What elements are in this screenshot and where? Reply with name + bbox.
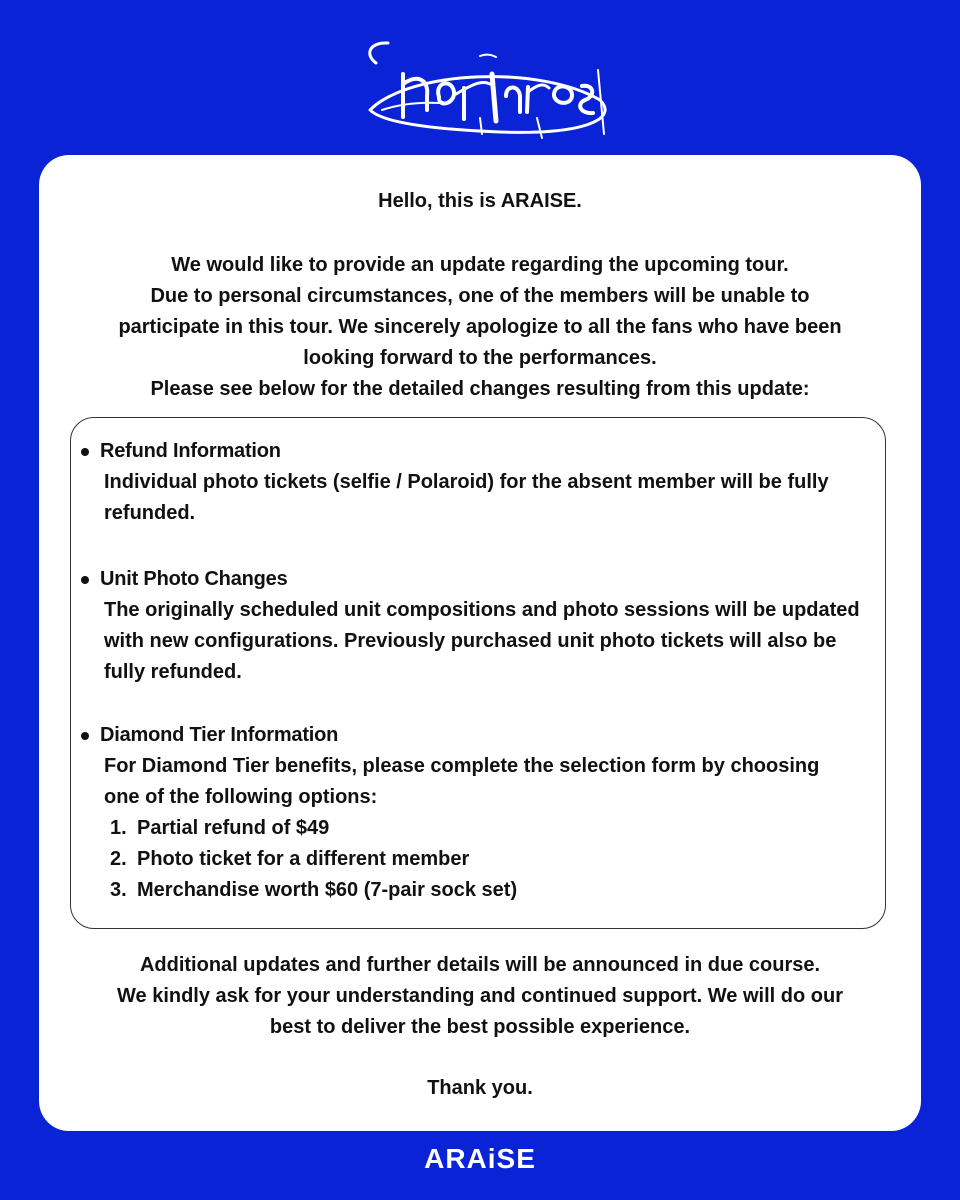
intro-paragraph (39, 250, 921, 405)
body-line: Individual photo tickets (selfie / Polaroid) for the absent member will be fully (104, 471, 829, 493)
intro-line: We would like to provide an update regarding the upcoming tour. (171, 254, 789, 276)
intro-line: participate in this tour. We sincerely apologize to all the fans who have been (118, 316, 842, 338)
body-line: refunded. (104, 502, 196, 524)
option-number: 2. (110, 848, 127, 870)
brand-footer-logo: ARAiSE (424, 1143, 536, 1174)
body-line: For Diamond Tier benefits, please complete the selection form by choosing (104, 755, 820, 777)
refund-information-section (81, 436, 871, 529)
closing-line: We kindly ask for your understanding and continued support. We will do our (117, 985, 843, 1007)
bullet-icon (81, 448, 89, 456)
details-box (70, 417, 886, 929)
body-line: The originally scheduled unit compositions and photo sessions will be updated (104, 599, 860, 621)
body-line: with new configurations. Previously purchased unit photo tickets will also be (104, 630, 837, 652)
section-title: Refund Information (100, 440, 281, 462)
option-number: 1. (110, 817, 127, 839)
closing-line: best to deliver the best possible experience. (269, 1016, 691, 1038)
options-list (110, 813, 871, 906)
diamond-tier-section (81, 720, 871, 906)
thanks-text: Thank you. (427, 1077, 533, 1099)
option-text: Partial refund of $49 (137, 817, 330, 839)
section-body (104, 467, 871, 529)
intro-line: Please see below for the detailed changes resulting from this update: (150, 378, 810, 400)
intro-line: Due to personal circumstances, one of the members will be unable to (150, 285, 810, 307)
option-item (110, 813, 871, 844)
bullet-icon (81, 732, 89, 740)
option-text: Photo ticket for a different member (137, 848, 470, 870)
logo-wordmark (330, 30, 630, 145)
section-title: Diamond Tier Information (100, 724, 339, 746)
announcement-card (39, 155, 921, 1131)
closing-paragraph (39, 950, 921, 1043)
section-title: Unit Photo Changes (100, 568, 288, 590)
body-line: one of the following options: (104, 786, 378, 808)
option-item (110, 875, 871, 906)
intro-line: looking forward to the performances. (303, 347, 657, 369)
section-body (104, 595, 871, 688)
option-number: 3. (110, 879, 127, 901)
option-text: Merchandise worth $60 (7-pair sock set) (137, 879, 518, 901)
greeting-text: Hello, this is ARAISE. (378, 190, 582, 212)
body-line: fully refunded. (104, 661, 242, 683)
section-body (104, 751, 871, 906)
option-item (110, 844, 871, 875)
bullet-icon (81, 576, 89, 584)
closing-line: Additional updates and further details will be announced in due course. (139, 954, 821, 976)
stylized-wordmark-logo-icon (330, 30, 630, 145)
unit-photo-changes-section (81, 564, 871, 688)
